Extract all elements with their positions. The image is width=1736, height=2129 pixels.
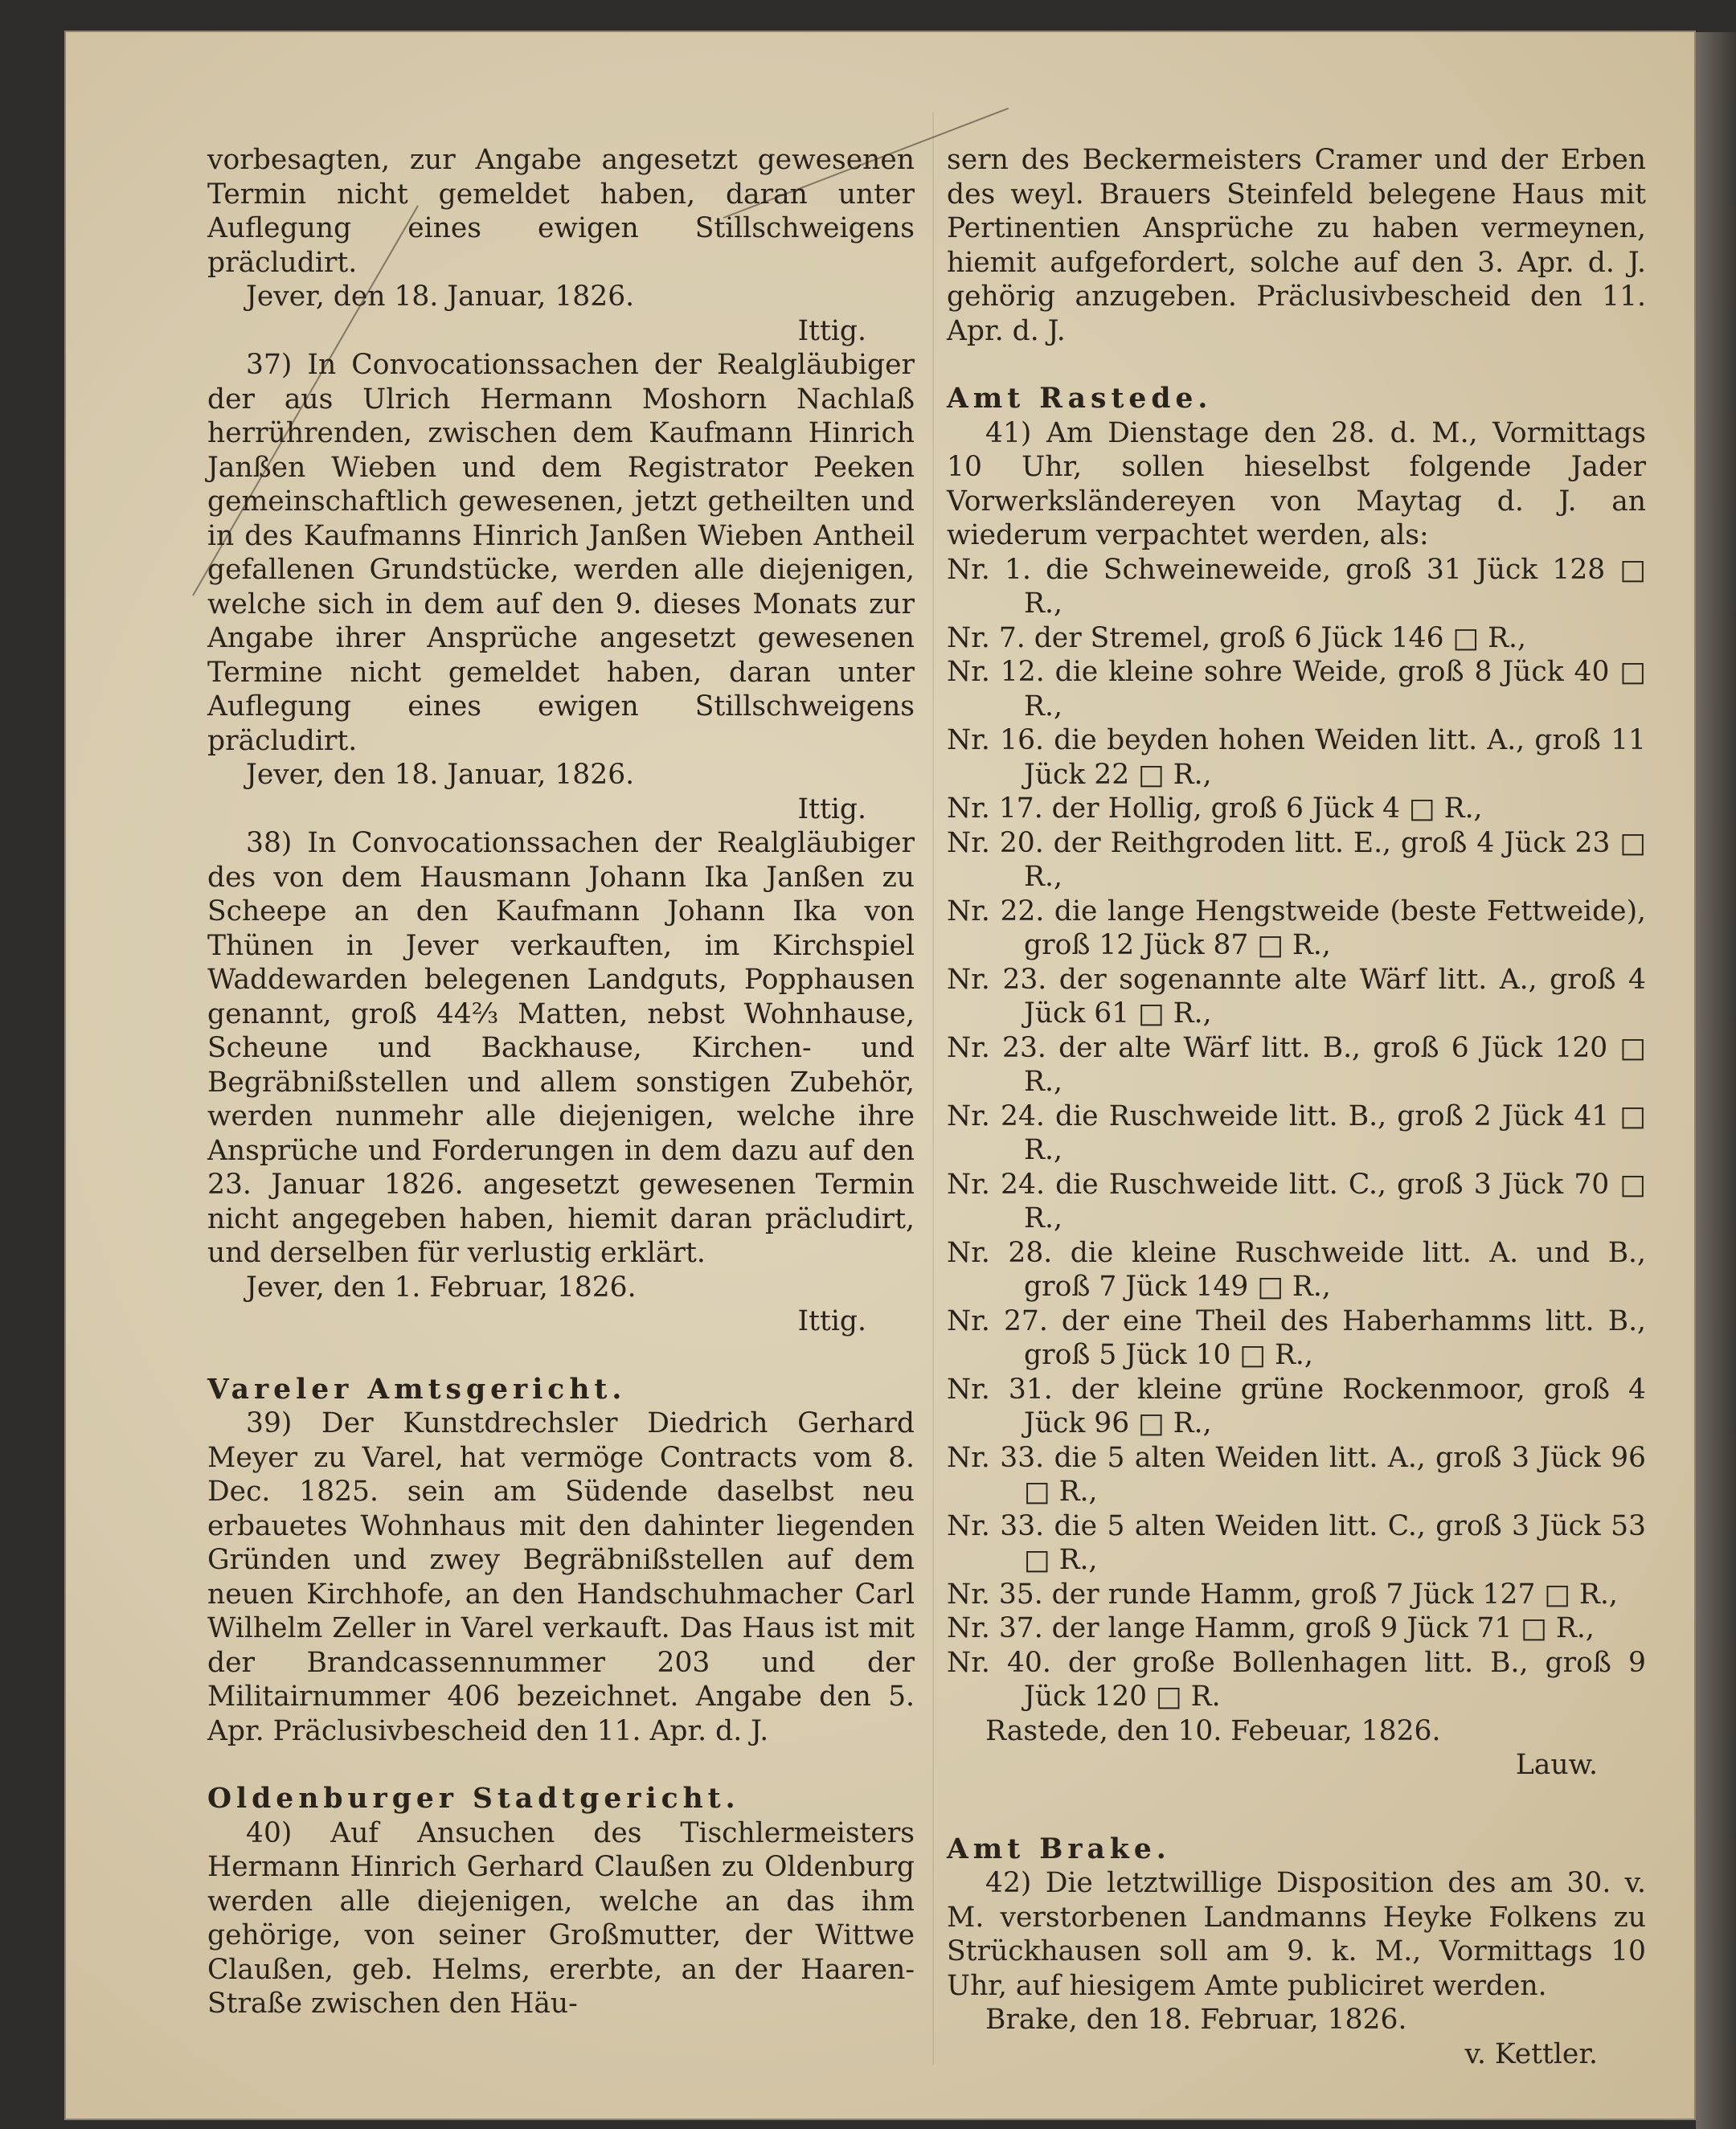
place-date: Brake, den 18. Februar, 1826. bbox=[985, 2004, 1407, 2036]
signature: Ittig. bbox=[797, 1305, 866, 1337]
signature: v. Kettler. bbox=[1464, 2037, 1598, 2070]
notice-40: 40) Auf Ansuchen des Tischlermeisters Hermann Hinrich Gerhard Claußen zu Oldenburg werden alle diejenigen, welche an das ihm gehörige, von seiner Großmutter, der Wittwe Claußen, geb. Helms, ererbte, an der Haaren-Straße zwischen den Häu- bbox=[207, 1816, 915, 2020]
signature: Ittig. bbox=[797, 792, 866, 825]
notice-38: 38) In Convocationssachen der Realgläubiger des von dem Hausmann Johann Ika Janßen zu Scheepe an den Kaufmann Johann Ika von Thünen in Jever verkauften, im Kirchspiel Waddewarden belegenen Landguts, Popphausen genannt, groß 44⅔ Matten, nebst Wohnhause, Scheune und Backhause, Kirchen- und Begräbnißstellen und allem sonstigen Zubehör, werden nunmehr alle diejenigen, welche ihre Ansprüche und Forderungen in dem dazu auf den 23. Januar 1826. angesetzt gewesenen Termin nicht angegeben haben, hiemit daran präcludirt, und derselben für verlustig erklärt. bbox=[207, 827, 915, 1269]
column-gutter bbox=[932, 113, 934, 2066]
parcel-item: Nr. 37. der lange Hamm, groß 9 Jück 71 □ R., bbox=[947, 1612, 1595, 1644]
parcel-item: Nr. 33. die 5 alten Weiden litt. A., groß 3 Jück 96 □ R., bbox=[947, 1441, 1646, 1508]
notice-41: 41) Am Dienstage den 28. d. M., Vormittags 10 Uhr, sollen hieselbst folgende Jader Vorwerksländereyen von Maytag d. J. an wiederum verpachtet werden, als: bbox=[947, 416, 1646, 551]
place-date: Jever, den 1. Februar, 1826. bbox=[246, 1271, 637, 1304]
notice-42: 42) Die letztwillige Disposition des am 30. v. M. verstorbenen Landmanns Heyke Folkens zu Strückhausen soll am 9. k. M., Vormittags 10 Uhr, auf hiesigem Amte publiciret werden. bbox=[947, 1867, 1646, 2002]
parcel-item: Nr. 23. der sogenannte alte Wärf litt. A., groß 4 Jück 61 □ R., bbox=[947, 963, 1646, 1030]
parcel-item: Nr. 16. die beyden hohen Weiden litt. A., groß 11 Jück 22 □ R., bbox=[947, 724, 1646, 791]
book-edge bbox=[1696, 32, 1736, 2129]
parcel-item: Nr. 17. der Hollig, groß 6 Jück 4 □ R., bbox=[947, 792, 1483, 825]
parcel-list bbox=[947, 553, 1646, 1714]
parcel-item: Nr. 7. der Stremel, groß 6 Jück 146 □ R., bbox=[947, 621, 1526, 654]
parcel-item: Nr. 35. der runde Hamm, groß 7 Jück 127 □ R., bbox=[947, 1578, 1618, 1611]
parcel-item: Nr. 24. die Ruschweide litt. B., groß 2 Jück 41 □ R., bbox=[947, 1099, 1646, 1166]
parcel-item: Nr. 24. die Ruschweide litt. C., groß 3 Jück 70 □ R., bbox=[947, 1168, 1646, 1234]
right-column bbox=[947, 143, 1646, 2071]
section-heading-varel: Vareler Amtsgericht. bbox=[207, 1373, 627, 1406]
parcel-item: Nr. 23. der alte Wärf litt. B., groß 6 Jück 120 □ R., bbox=[947, 1031, 1646, 1098]
notice-40-continued: sern des Beckermeisters Cramer und der Erben des weyl. Brauers Steinfeld belegene Haus mit Pertinentien Ansprüche zu haben vermeynen, hiemit aufgefordert, solche auf den 3. Apr. d. J. gehörig anzugeben. Präclusivbescheid den 11. Apr. d. J. bbox=[947, 144, 1646, 347]
parcel-item: Nr. 22. die lange Hengstweide (beste Fettweide), groß 12 Jück 87 □ R., bbox=[947, 895, 1646, 961]
notice-intro-text: vorbesagten, zur Angabe angesetzt gewesenen Termin nicht gemeldet haben, daran unter Auflegung eines ewigen Stillschweigens präcludirt. bbox=[207, 144, 915, 279]
parcel-item: Nr. 12. die kleine sohre Weide, groß 8 Jück 40 □ R., bbox=[947, 656, 1646, 723]
place-date: Rastede, den 10. Febeuar, 1826. bbox=[985, 1714, 1441, 1747]
signature: Lauw. bbox=[1515, 1749, 1598, 1781]
parcel-item: Nr. 31. der kleine grüne Rockenmoor, groß 4 Jück 96 □ R., bbox=[947, 1373, 1646, 1439]
parcel-item: Nr. 33. die 5 alten Weiden litt. C., groß 3 Jück 53 □ R., bbox=[947, 1509, 1646, 1576]
parcel-item: Nr. 1. die Schweineweide, groß 31 Jück 128 □ R., bbox=[947, 553, 1646, 620]
parcel-item: Nr. 40. der große Bollenhagen litt. B., groß 9 Jück 120 □ R. bbox=[947, 1646, 1646, 1713]
notice-37: 37) In Convocationssachen der Realgläubiger der aus Ulrich Hermann Moshorn Nachlaß herrührenden, zwischen dem Kaufmann Hinrich Janßen Wieben und dem Registrator Peeken gemeinschaftlich gewesenen, jetzt getheilten und in des Kaufmanns Hinrich Janßen Wieben Antheil gefallenen Grundstücke, werden alle diejenigen, welche sich in dem auf den 9. dieses Monats zur Angabe ihrer Ansprüche angesetzt gewesenen Termine nicht gemeldet haben, daran unter Auflegung eines ewigen Stillschweigens präcludirt. bbox=[207, 349, 915, 757]
signature: Ittig. bbox=[797, 314, 866, 347]
section-heading-oldenburg: Oldenburger Stadtgericht. bbox=[207, 1783, 740, 1815]
section-heading-brake: Amt Brake. bbox=[947, 1832, 1171, 1865]
section-heading-rastede: Amt Rastede. bbox=[947, 383, 1213, 415]
parcel-item: Nr. 27. der eine Theil des Haberhamms litt. B., groß 5 Jück 10 □ R., bbox=[947, 1304, 1646, 1371]
parcel-item: Nr. 20. der Reithgroden litt. E., groß 4 Jück 23 □ R., bbox=[947, 826, 1646, 893]
parcel-item: Nr. 28. die kleine Ruschweide litt. A. und B., groß 7 Jück 149 □ R., bbox=[947, 1236, 1646, 1303]
place-date: Jever, den 18. Januar, 1826. bbox=[246, 759, 635, 791]
notice-39: 39) Der Kunstdrechsler Diedrich Gerhard Meyer zu Varel, hat vermöge Contracts vom 8. Dec. 1825. sein am Südende daselbst neu erbauetes Wohnhaus mit den dahinter liegenden Gründen und zwey Begräbnißstellen auf dem neuen Kirchhofe, an den Handschuhmacher Carl Wilhelm Zeller in Varel verkauft. Das Haus ist mit der Brandcassennummer 203 und der Militairnummer 406 bezeichnet. Angabe den 5. Apr. Präclusivbescheid den 11. Apr. d. J. bbox=[207, 1407, 915, 1747]
left-column bbox=[207, 143, 915, 2021]
place-date: Jever, den 18. Januar, 1826. bbox=[246, 280, 635, 313]
